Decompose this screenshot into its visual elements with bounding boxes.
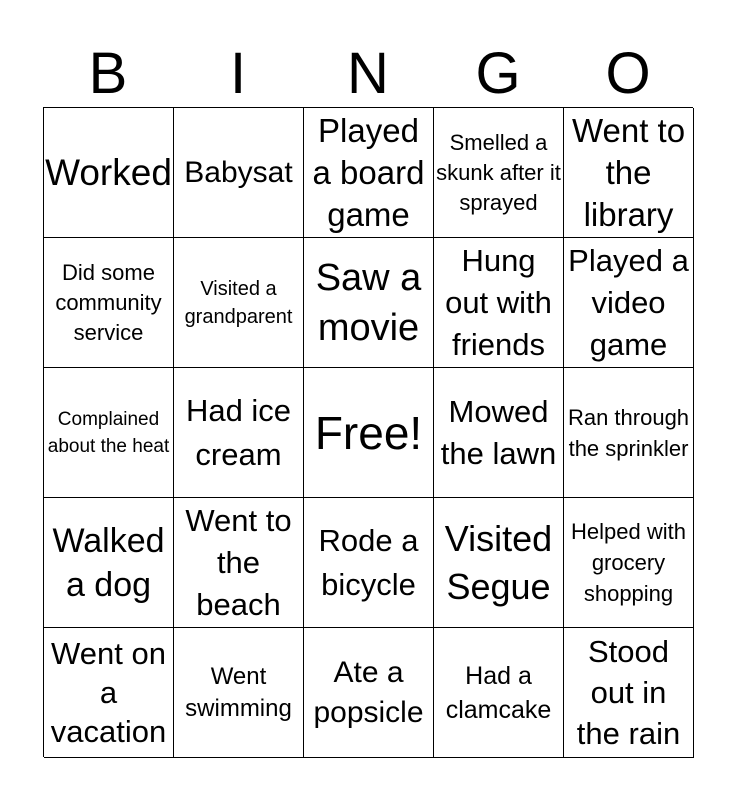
bingo-cell[interactable] [564,238,694,368]
bingo-cell[interactable] [434,498,564,628]
cell-text: Played a video game [568,242,689,362]
cell-text: Had ice cream [185,392,292,472]
cell-text: Visited a grandparent [184,277,293,328]
cell-text: Stood out in the rain [576,634,681,751]
cell-text: Walked a dog [52,521,165,604]
bingo-cell[interactable] [434,238,564,368]
bingo-cell[interactable] [564,368,694,498]
bingo-cell[interactable] [434,628,564,758]
cell-text: Did some community service [55,259,162,345]
cell-text: Had a clamcake [445,661,552,724]
cell-text: Worked [45,151,172,193]
cell-text: Went swimming [185,662,292,722]
bingo-cell[interactable] [174,628,304,758]
bingo-cell[interactable] [304,108,434,238]
header-letter-g: G [475,41,521,106]
cell-text: Helped with grocery shopping [571,519,686,606]
free-space-cell[interactable] [304,368,434,498]
bingo-cell[interactable] [174,108,304,238]
bingo-cell[interactable] [44,238,174,368]
bingo-cell[interactable] [44,108,174,238]
cell-text: Went to the library [571,111,686,233]
header-letter-n: N [347,41,389,106]
cell-text: Ran through the sprinkler [567,404,690,461]
cell-text: Hung out with friends [445,242,552,362]
bingo-cell[interactable] [304,628,434,758]
cell-text: Went on a vacation [50,636,167,749]
bingo-cell[interactable] [174,498,304,628]
header-letter-o: O [605,41,651,106]
header-letter-i: I [229,41,247,106]
bingo-cell[interactable] [434,108,564,238]
bingo-cell[interactable] [564,498,694,628]
bingo-cell[interactable] [304,238,434,368]
bingo-cell[interactable] [434,368,564,498]
bingo-cell[interactable] [304,498,434,628]
cell-text: Played a board game [312,111,425,233]
bingo-card [43,107,693,757]
cell-text: Visited Segue [444,517,553,607]
free-space-text: Free! [314,406,423,459]
bingo-cell[interactable] [44,628,174,758]
cell-text: Babysat [184,155,293,189]
cell-text: Went to the beach [185,502,292,622]
cell-text: Rode a bicycle [318,522,419,602]
bingo-cell[interactable] [44,498,174,628]
cell-text: Ate a popsicle [313,655,424,729]
cell-text: Smelled a skunk after it sprayed [436,129,561,215]
bingo-cell[interactable] [174,238,304,368]
cell-text: Saw a movie [315,256,422,349]
bingo-cell[interactable] [174,368,304,498]
bingo-cell[interactable] [564,628,694,758]
bingo-header [43,42,693,106]
header-letter-b: B [88,41,128,106]
bingo-cell[interactable] [44,368,174,498]
bingo-cell[interactable] [564,108,694,238]
cell-text: Mowed the lawn [440,393,557,471]
cell-text: Complained about the heat [47,408,170,457]
